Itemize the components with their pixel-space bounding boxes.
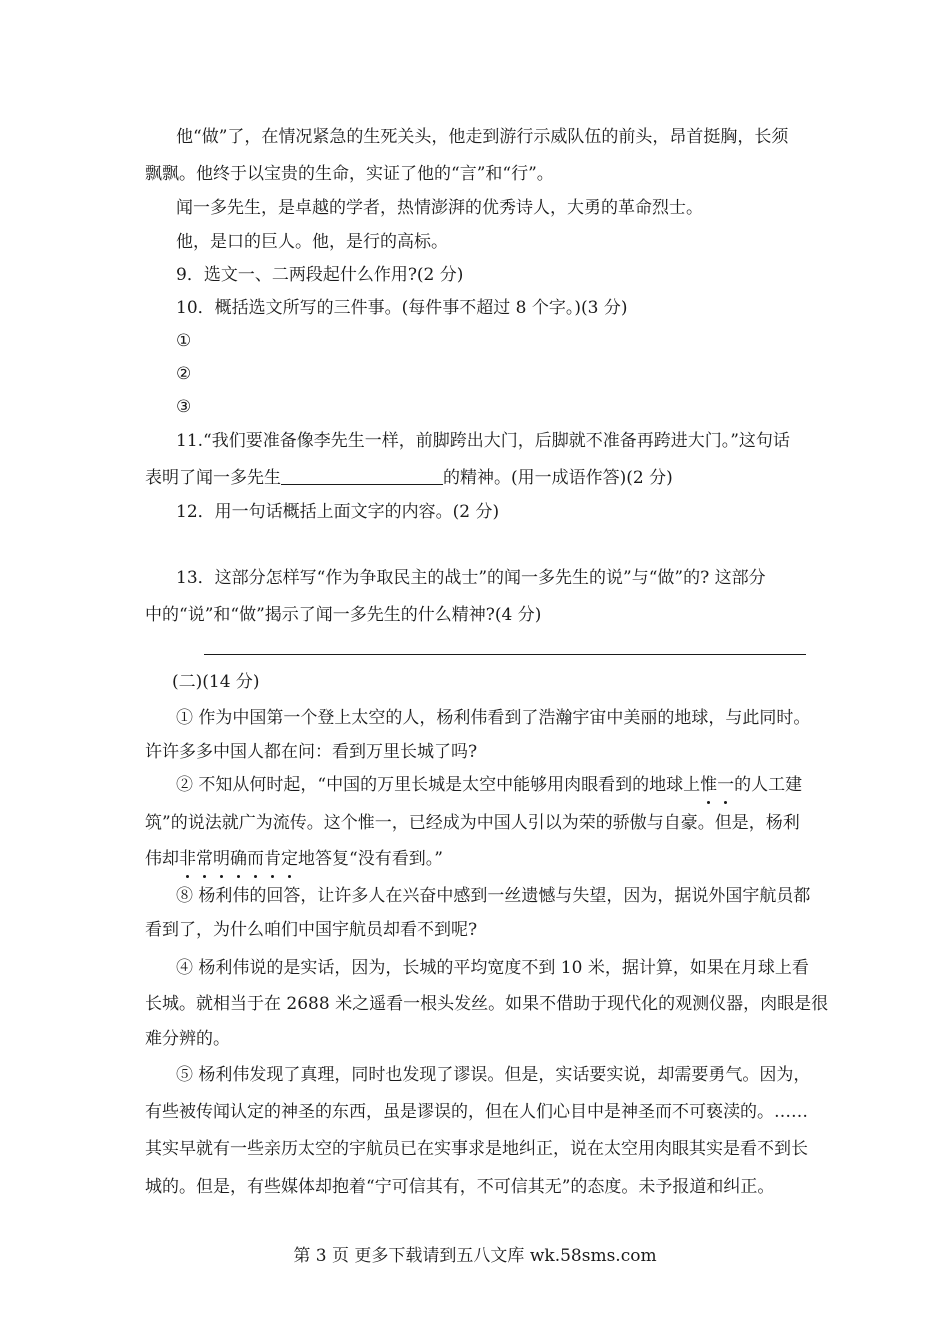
answer-marker-2: ②: [176, 364, 192, 384]
emphasis-char: 惟: [700, 775, 717, 795]
emphasis-dot: [220, 875, 223, 878]
q11-text-after: 的精神。(用一成语作答)(2 分): [443, 468, 673, 488]
answer-marker-1: ①: [176, 331, 192, 351]
paragraph-4-line: ④ 杨利伟说的是实话，因为，长城的平均宽度不到 10 米，据计算，如果在月球上看: [176, 958, 809, 978]
emphasis-dot: [271, 875, 274, 878]
paragraph-5-line: 有些被传闻认定的神圣的东西，虽是谬误的，但在人们心目中是神圣而不可亵渎的。……: [145, 1102, 808, 1122]
emphasis-char: 非: [179, 849, 196, 869]
emphasis-dot: [724, 801, 727, 804]
emphasis-char: 明: [213, 849, 230, 869]
p2-text: 地答复“没有看到。”: [298, 849, 443, 869]
section-2-header: (二)(14 分): [172, 672, 260, 692]
emphasis-char: 定: [281, 849, 298, 869]
p2-text: 的人工建: [734, 775, 803, 795]
paragraph-3-line: ⑧ 杨利伟的回答，让许多人在兴奋中感到一丝遗憾与失望，因为，据说外国宇航员都: [176, 886, 811, 906]
question-10: 10．概括选文所写的三件事。(每件事不超过 8 个字。)(3 分): [176, 298, 628, 318]
emphasis-char: 确: [230, 849, 247, 869]
emphasis-dot: [237, 875, 240, 878]
paragraph-line: 闻一多先生，是卓越的学者，热情澎湃的优秀诗人，大勇的革命烈士。: [176, 198, 703, 218]
p2-text: 伟却: [145, 849, 179, 869]
question-11-continued: [145, 466, 810, 490]
paragraph-line: 飘飘。他终于以宝贵的生命，实证了他的“言”和“行”。: [145, 164, 554, 184]
answer-line: [204, 654, 806, 655]
answer-blank[interactable]: [281, 466, 443, 485]
paragraph-5-line: ⑤ 杨利伟发现了真理，同时也发现了谬误。但是，实话要实说，却需要勇气。因为，: [176, 1065, 811, 1085]
p2-text: ② 不知从何时起，“中国的万里长城是太空中能够用肉眼看到的地球上: [176, 775, 701, 795]
question-12: 12．用一句话概括上面文字的内容。(2 分): [176, 502, 500, 522]
emphasis-char: 而: [247, 849, 264, 869]
question-13: 13．这部分怎样写“作为争取民主的战士”的闻一多先生的说”与“做”的? 这部分: [176, 568, 766, 588]
paragraph-2-line: 筑”的说法就广为流传。这个惟一，已经成为中国人引以为荣的骄傲与自豪。但是，杨利: [145, 813, 800, 833]
page-footer: 第 3 页 更多下载请到五八文库 wk.58sms.com: [293, 1246, 657, 1266]
emphasis-dot: [254, 875, 257, 878]
emphasis-dot: [203, 875, 206, 878]
paragraph-line: 他“做”了，在情况紧急的生死关头，他走到游行示威队伍的前头，昂首挺胸，长须: [176, 127, 789, 147]
emphasis-dot: [186, 875, 189, 878]
answer-marker-3: ③: [176, 397, 192, 417]
paragraph-1-line: 许许多多中国人都在问：看到万里长城了吗?: [145, 742, 478, 762]
emphasis-char: 一: [717, 775, 734, 795]
paragraph-1-line: ① 作为中国第一个登上太空的人，杨利伟看到了浩瀚宇宙中美丽的地球，与此同时。: [176, 708, 811, 728]
question-9: 9．选文一、二两段起什么作用?(2 分): [176, 265, 464, 285]
paragraph-4-line: 难分辨的。: [145, 1029, 230, 1049]
emphasis-dot: [707, 801, 710, 804]
emphasis-char: 肯: [264, 849, 281, 869]
paragraph-4-line: 长城。就相当于在 2688 米之遥看一根头发丝。如果不借助于现代化的观测仪器，肉眼是很: [145, 994, 829, 1014]
question-13-continued: 中的“说”和“做”揭示了闻一多先生的什么精神?(4 分): [145, 605, 542, 625]
paragraph-2-line: [145, 847, 810, 871]
emphasis-char: 常: [196, 849, 213, 869]
q11-text-before: 表明了闻一多先生: [145, 468, 281, 488]
paragraph-line: 他，是口的巨人。他，是行的高标。: [176, 232, 448, 252]
question-11: 11.“我们要准备像李先生一样，前脚跨出大门，后脚就不准备再跨进大门。”这句话: [176, 431, 790, 451]
emphasis-dot: [288, 875, 291, 878]
paragraph-2-line: [176, 773, 810, 797]
paragraph-3-line: 看到了，为什么咱们中国宇航员却看不到呢?: [145, 920, 478, 940]
paragraph-5-line: 城的。但是，有些媒体却抱着“宁可信其有，不可信其无”的态度。未予报道和纠正。: [145, 1177, 775, 1197]
paragraph-5-line: 其实早就有一些亲历太空的宇航员已在实事求是地纠正，说在太空用肉眼其实是看不到长: [145, 1139, 808, 1159]
